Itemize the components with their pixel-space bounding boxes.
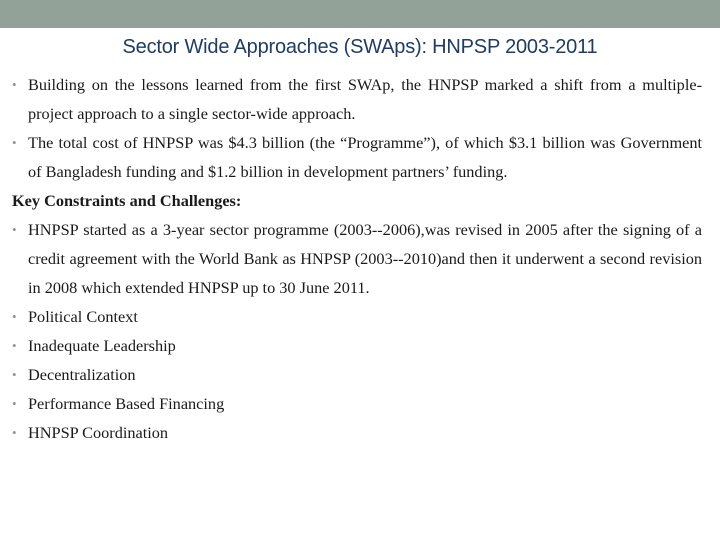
- bullet-icon: •: [12, 222, 17, 237]
- bullet-icon: •: [12, 396, 17, 411]
- bullet-item: [12, 128, 702, 186]
- bullet-icon: •: [12, 135, 17, 150]
- bullet-text: Decentralization: [28, 365, 136, 384]
- bullet-item: [12, 360, 702, 389]
- bullet-item: [12, 389, 702, 418]
- bullet-text: Political Context: [28, 307, 138, 326]
- bullet-item: [12, 70, 702, 128]
- bullet-icon: •: [12, 367, 17, 382]
- bullet-item: [12, 331, 702, 360]
- slide-header-bar: [0, 0, 720, 28]
- bullet-icon: •: [12, 309, 17, 324]
- bullet-icon: •: [12, 338, 17, 353]
- slide-title: Sector Wide Approaches (SWAps): HNPSP 2003-2011: [122, 36, 598, 58]
- bullet-text: HNPSP started as a 3-year sector programme (2003--2006),was revised in 2005 after the signing of a credit agreement with the World Bank as HNPSP (2003--2010)and then it underwent a second revision in 2008 which extended HNPSP up to 30 June 2011.: [28, 220, 702, 297]
- bullet-icon: •: [12, 77, 17, 92]
- bullet-item: [12, 215, 702, 302]
- bullet-text: Performance Based Financing: [28, 394, 225, 413]
- bullet-text: The total cost of HNPSP was $4.3 billion (the “Programme”), of which $3.1 billion was Government of Bangladesh funding and $1.2 billion in development partners’ funding.: [28, 133, 702, 181]
- bullet-text: HNPSP Coordination: [28, 423, 169, 442]
- bullet-text: Inadequate Leadership: [28, 336, 176, 355]
- bullet-icon: •: [12, 425, 17, 440]
- slide-content: [12, 70, 702, 447]
- section-heading: Key Constraints and Challenges:: [12, 191, 242, 210]
- bullet-text: Building on the lessons learned from the first SWAp, the HNPSP marked a shift from a multiple-project approach to a single sector-wide approach.: [28, 75, 702, 123]
- bullet-item: [12, 418, 702, 447]
- bullet-item: [12, 302, 702, 331]
